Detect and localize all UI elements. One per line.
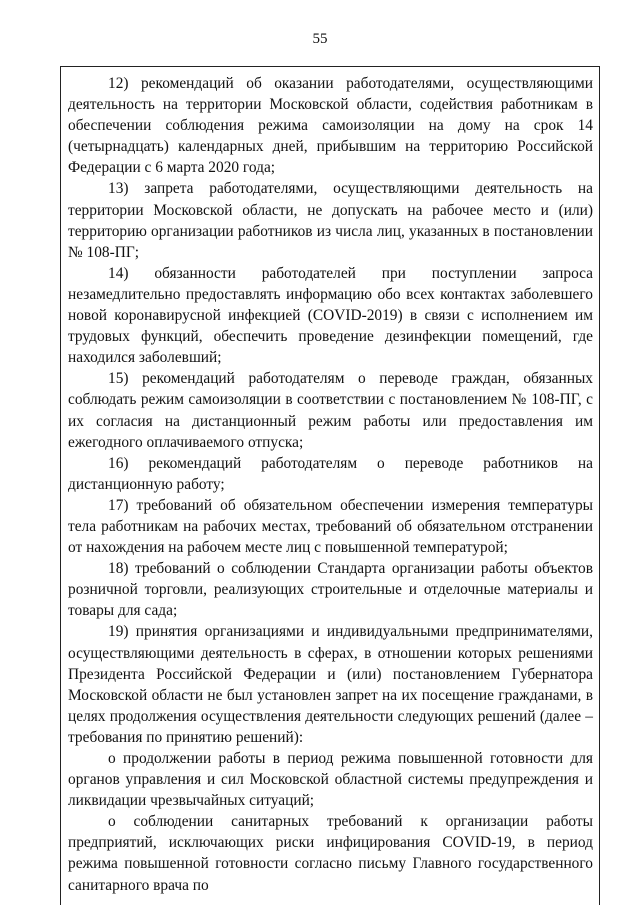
paragraph-item-14: 14) обязанности работодателей при поступлении запроса незамедлительно предоставлять информацию обо всех контактах заболевшего новой коронавирусной инфекцией (COVID-2019) в связи с исполнением им трудовых функций, обеспечить проведение дезинфекции помещений, где находился заболевший; bbox=[68, 264, 593, 367]
paragraph-item-12: 12) рекомендаций об оказании работодателями, осуществляющими деятельность на территории Московской области, содействия работникам в обеспечении соблюдения режима самоизоляции на дому на срок 14 (четырнадцать) календарных дней, прибывшим на территорию Российской Федерации с 6 марта 2020 года; bbox=[68, 75, 593, 177]
paragraph-item-16: 16) рекомендаций работодателям о переводе работников на дистанционную работу; bbox=[68, 454, 593, 493]
paragraph-sub-2: о соблюдении санитарных требований к организации работы предприятий, исключающих риски инфицирования COVID-19, в период режима повышенной готовности согласно письму Главного государственного санитарного врача по bbox=[68, 813, 593, 894]
paragraph-item-19: 19) принятия организациями и индивидуальными предпринимателями, осуществляющими деятельность в сферах, в отношении которых решениями Президента Российской Федерации и (или) постановлением Губернатора Московской области не был установлен запрет на их посещение гражданами, в целях продолжения осуществления деятельности следующих решений (далее – требования по принятию решений): bbox=[68, 623, 593, 746]
paragraph-item-18: 18) требований о соблюдении Стандарта организации работы объектов розничной торговли, реализующих строительные и отделочные материалы и товары для сада; bbox=[68, 560, 593, 620]
paragraph-item-13: 13) запрета работодателями, осуществляющими деятельность на территории Московской области, не допускать на рабочее место и (или) территорию организации работников из числа лиц, указанных в постановлении № 108-ПГ; bbox=[68, 180, 593, 261]
page-number: 55 bbox=[312, 31, 328, 47]
document-text-frame bbox=[60, 66, 600, 905]
paragraph-sub-1: о продолжении работы в период режима повышенной готовности для органов управления и сил Московской областной системы предупреждения и ликвидации чрезвычайных ситуаций; bbox=[68, 750, 593, 810]
paragraph-item-15: 15) рекомендаций работодателям о переводе граждан, обязанных соблюдать режим самоизоляции в соответствии с постановлением № 108-ПГ, с их согласия на дистанционный режим работы или предоставления им ежегодного оплачиваемого отпуска; bbox=[68, 370, 593, 451]
paragraph-item-17: 17) требований об обязательном обеспечении измерения температуры тела работникам на рабочих местах, требований об обязательном отстранении от нахождения на рабочем месте лиц с повышенной температурой; bbox=[68, 496, 593, 557]
